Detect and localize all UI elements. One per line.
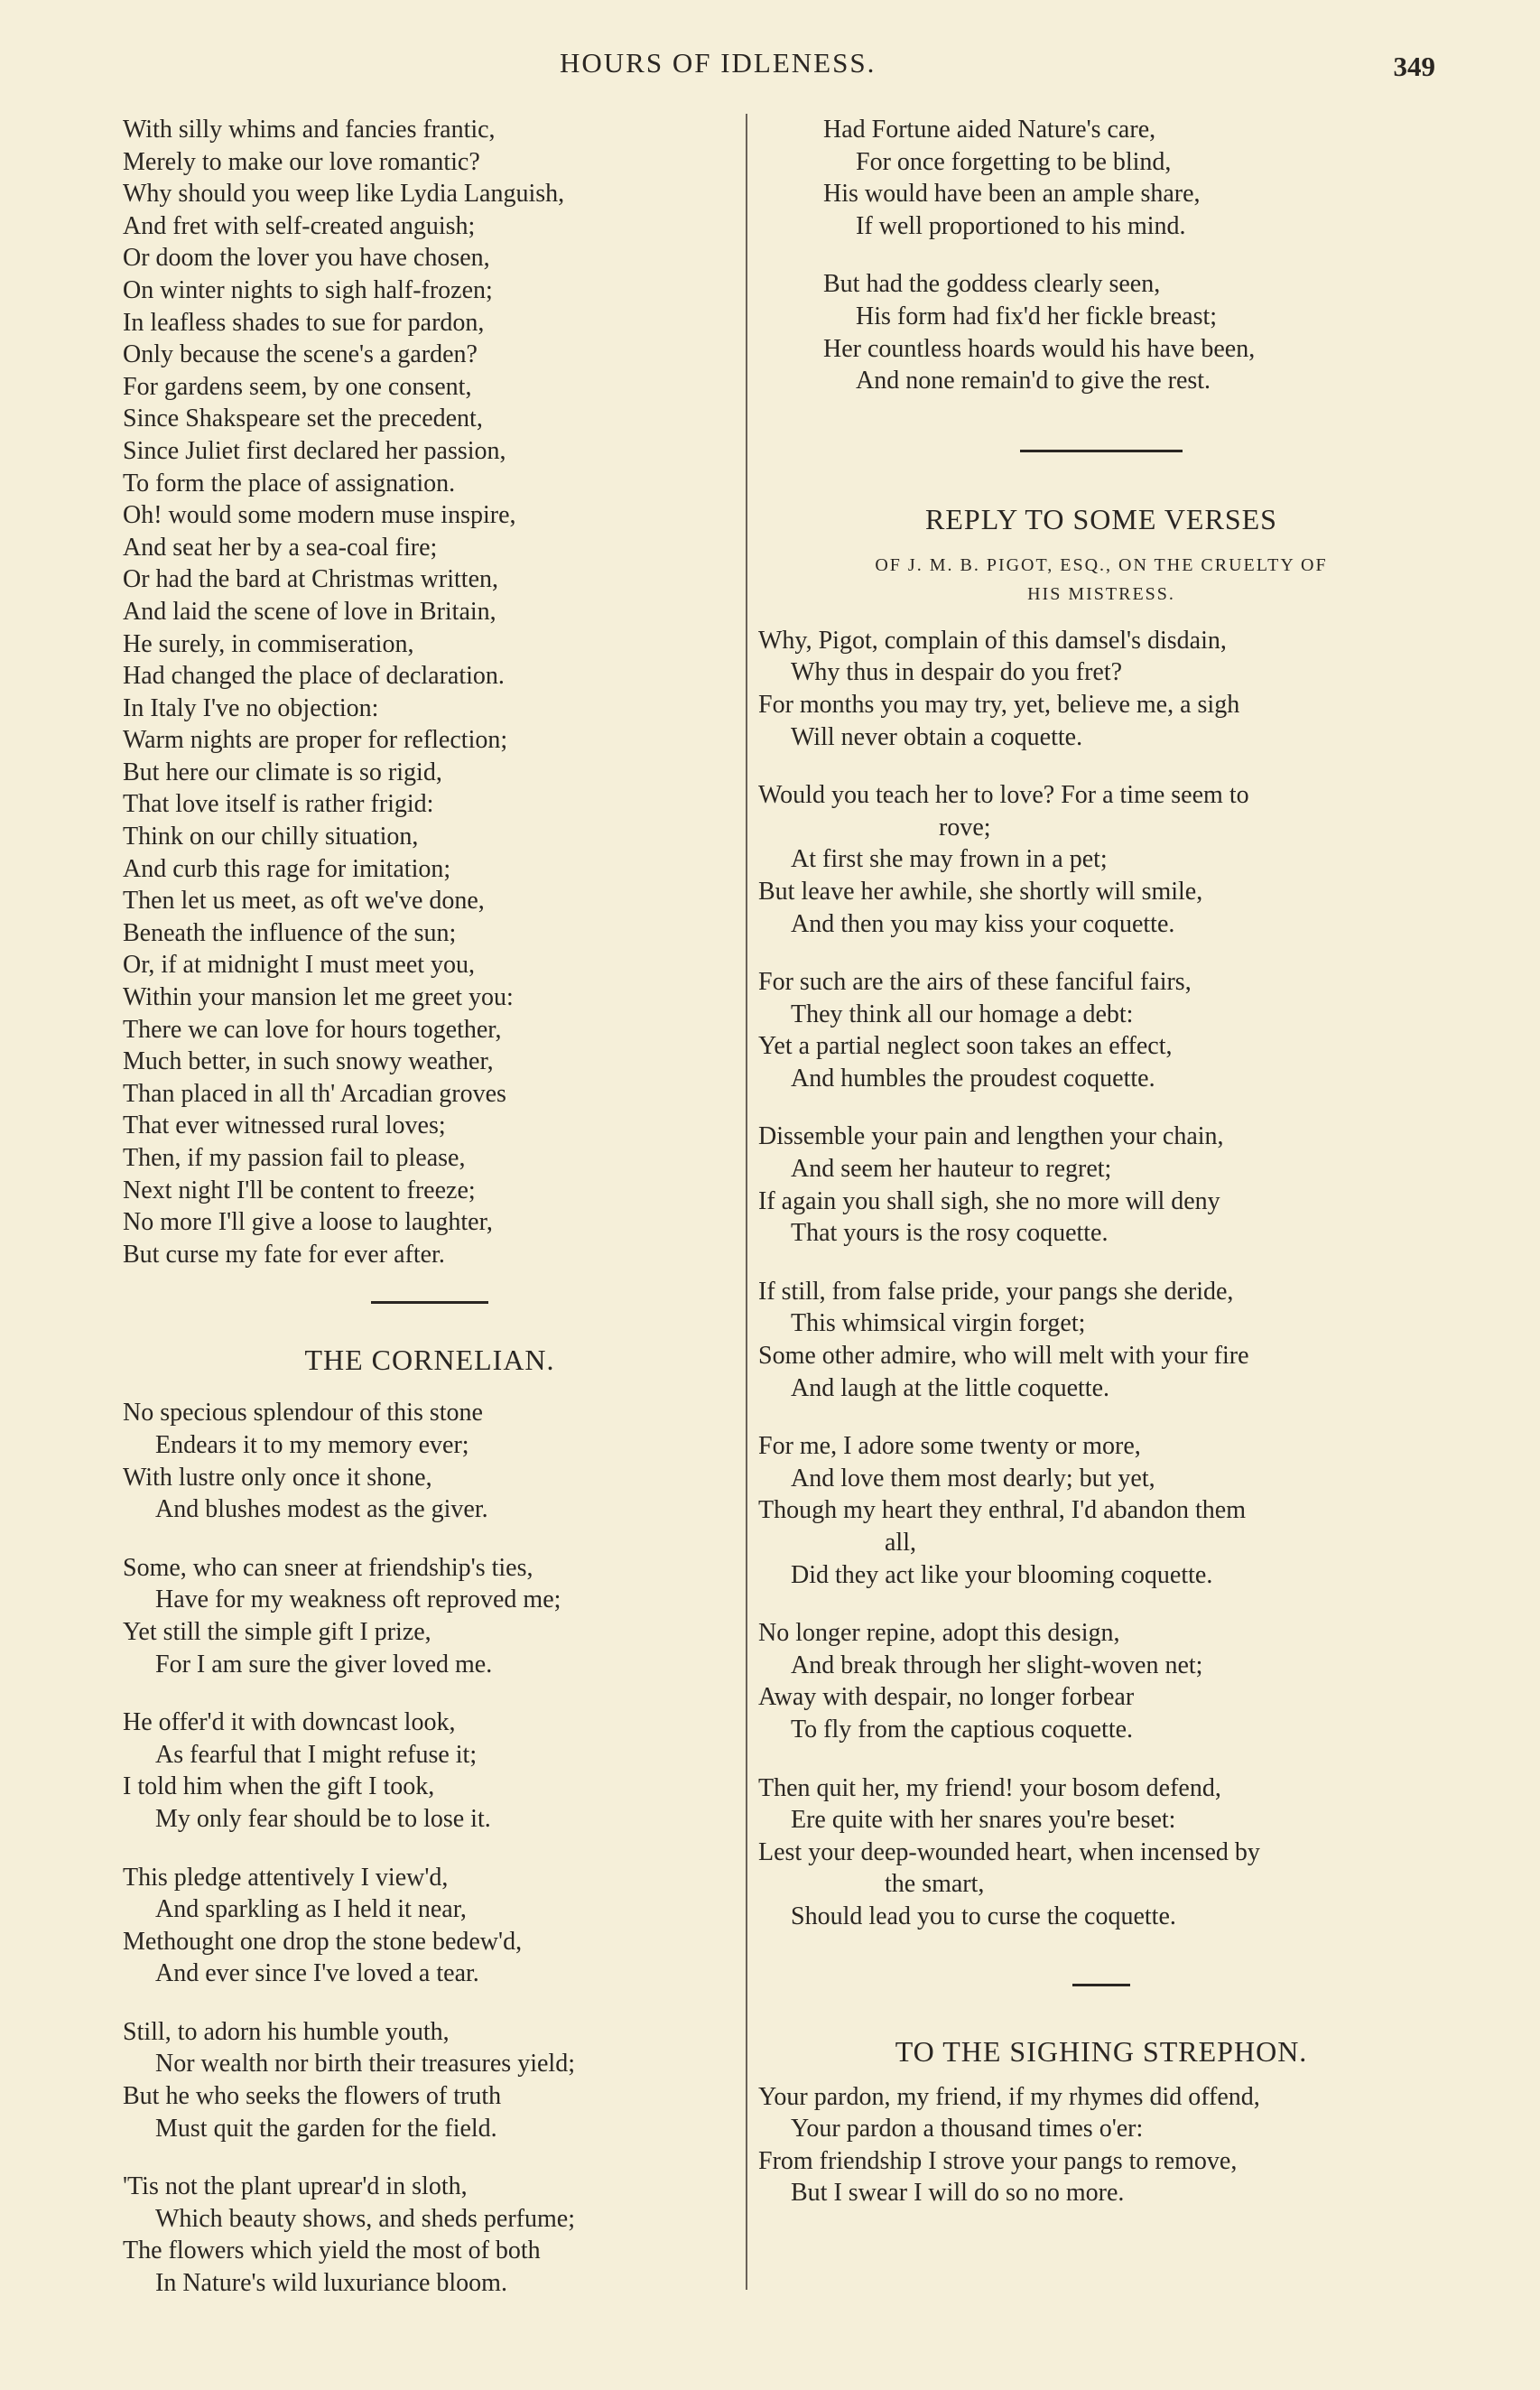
stanza <box>758 1617 1444 1745</box>
poem-line: That yours is the rosy coquette. <box>791 1219 1109 1248</box>
poem-line: He offer'd it with downcast look, <box>123 1708 456 1737</box>
section-rule <box>371 1301 488 1304</box>
poem-line: No specious splendour of this stone <box>123 1399 483 1427</box>
poem-line: And laid the scene of love in Britain, <box>123 597 496 626</box>
stanza <box>758 2081 1444 2209</box>
poem-line: Then let us meet, as oft we've done, <box>123 887 485 916</box>
poem-line-continuation: rove; <box>939 813 991 842</box>
poem-line: From friendship I strove your pangs to remove, <box>758 2146 1238 2175</box>
poem-strephon <box>758 2081 1444 2209</box>
poem-line-continuation: all, <box>885 1529 916 1557</box>
poem-line: Yet a partial neglect soon takes an effect, <box>758 1032 1173 1061</box>
page-number: 349 <box>1393 51 1435 82</box>
poem-line: At first she may frown in a pet; <box>791 845 1108 874</box>
poem-line: If well proportioned to his mind. <box>856 211 1186 240</box>
poem-line: Your pardon a thousand times o'er: <box>791 2115 1144 2144</box>
poem-line: Then, if my passion fail to please, <box>123 1144 466 1172</box>
stanza <box>823 114 1444 242</box>
poem-line: And curb this rage for imitation; <box>123 854 451 883</box>
poem-line: Ere quite with her snares you're beset: <box>791 1806 1176 1835</box>
poem-line: With silly whims and fancies frantic, <box>123 116 496 144</box>
stanza <box>758 1430 1444 1591</box>
poem-line: Since Juliet first declared her passion, <box>123 436 506 465</box>
poem-cornelian <box>123 1397 737 2299</box>
poem-line: In Italy I've no objection: <box>123 693 379 722</box>
continued-stanzas <box>758 114 1444 397</box>
poem-line: And blushes modest as the giver. <box>155 1495 488 1524</box>
poem-line: In leafless shades to sue for pardon, <box>123 308 485 337</box>
stanza <box>123 1552 737 1680</box>
left-column <box>123 114 737 2326</box>
poem-subtitle: HIS MISTRESS. <box>1027 583 1175 604</box>
stanza <box>123 1706 737 1835</box>
poem-line: Should lead you to curse the coquette. <box>791 1902 1176 1930</box>
poem-line: For months you may try, yet, believe me, a sigh <box>758 690 1240 719</box>
poem-line: Nor wealth nor birth their treasures yield; <box>155 2050 575 2078</box>
poem-line: Why should you weep like Lydia Languish, <box>123 180 565 209</box>
poem-line: Though my heart they enthral, I'd abandon them <box>758 1496 1246 1525</box>
stanza <box>123 1397 737 1525</box>
poem-line: To form the place of assignation. <box>123 469 456 498</box>
poem-line: No longer repine, adopt this design, <box>758 1619 1120 1648</box>
poem-title: TO THE SIGHING STREPHON. <box>895 2034 1308 2068</box>
page-header <box>0 47 1540 92</box>
poem-line: There we can love for hours together, <box>123 1015 502 1044</box>
poem-line: But leave her awhile, she shortly will smile, <box>758 877 1203 906</box>
poem-line: Your pardon, my friend, if my rhymes did offend, <box>758 2082 1260 2111</box>
poem-line: This pledge attentively I view'd, <box>123 1863 449 1892</box>
stanza <box>758 966 1444 1094</box>
poem-line: My only fear should be to lose it. <box>155 1804 491 1833</box>
stanza <box>758 779 1444 940</box>
poem-line: But I swear I will do so no more. <box>791 2179 1125 2208</box>
poem-line: Then quit her, my friend! your bosom defend, <box>758 1773 1221 1802</box>
poem-line: But curse my fate for ever after. <box>123 1240 445 1269</box>
stanza <box>823 268 1444 396</box>
continued-poem <box>123 114 737 1270</box>
poem-line: And humbles the proudest coquette. <box>791 1064 1155 1093</box>
poem-line: The flowers which yield the most of both <box>123 2237 541 2265</box>
poem-line: Next night I'll be content to freeze; <box>123 1176 476 1204</box>
poem-line: They think all our homage a debt: <box>791 1000 1134 1028</box>
poem-line: That love itself is rather frigid: <box>123 790 434 819</box>
running-title: HOURS OF IDLENESS. <box>560 47 877 79</box>
poem-line: Much better, in such snowy weather, <box>123 1047 494 1076</box>
poem-line: Or had the bard at Christmas written, <box>123 565 499 594</box>
stanza <box>123 1862 737 1990</box>
poem-line: Since Shakspeare set the precedent, <box>123 405 483 433</box>
stanza <box>758 1772 1444 1933</box>
poem-subtitle: OF J. M. B. PIGOT, ESQ., ON THE CRUELTY OF <box>875 554 1328 575</box>
poem-line: Must quit the garden for the field. <box>155 2114 497 2143</box>
poem-line: And sparkling as I held it near, <box>155 1895 467 1924</box>
poem-line: Why, Pigot, complain of this damsel's disdain, <box>758 626 1227 655</box>
stanza <box>758 625 1444 753</box>
poem-line: Had changed the place of declaration. <box>123 662 505 691</box>
poem-line: Or, if at midnight I must meet you, <box>123 951 476 980</box>
poem-line: Oh! would some modern muse inspire, <box>123 501 516 530</box>
poem-line: His form had fix'd her fickle breast; <box>856 302 1218 330</box>
poem-line: Lest your deep-wounded heart, when incensed by <box>758 1837 1260 1866</box>
poem-line: And laugh at the little coquette. <box>791 1373 1110 1402</box>
poem-line: I told him when the gift I took, <box>123 1772 435 1801</box>
poem-line: Have for my weakness oft reproved me; <box>155 1586 561 1614</box>
poem-line: Would you teach her to love? For a time seem to <box>758 781 1249 810</box>
poem-line: And fret with self-created anguish; <box>123 211 476 240</box>
poem-line: Yet still the simple gift I prize, <box>123 1617 431 1646</box>
poem-line: And love them most dearly; but yet, <box>791 1464 1155 1493</box>
poem-line: Beneath the influence of the sun; <box>123 918 457 947</box>
poem-line: In Nature's wild luxuriance bloom. <box>155 2269 507 2298</box>
poem-line: Only because the scene's a garden? <box>123 340 478 369</box>
poem-title: THE CORNELIAN. <box>304 1344 555 1377</box>
poem-line: Had Fortune aided Nature's care, <box>823 116 1156 144</box>
poem-line: Or doom the lover you have chosen, <box>123 244 490 273</box>
poem-line: 'Tis not the plant uprear'd in sloth, <box>123 2172 468 2201</box>
poem-line: Still, to adorn his humble youth, <box>123 2017 450 2046</box>
right-column <box>758 114 1444 2236</box>
poem-line: Within your mansion let me greet you: <box>123 983 514 1012</box>
poem-line: For gardens seem, by one consent, <box>123 372 472 401</box>
poem-line: And none remain'd to give the rest. <box>856 367 1211 395</box>
poem-line: Which beauty shows, and sheds perfume; <box>155 2204 575 2233</box>
stanza <box>123 2171 737 2299</box>
poem-line: If again you shall sigh, she no more will deny <box>758 1186 1220 1215</box>
poem-line: And break through her slight-woven net; <box>791 1651 1203 1679</box>
column-divider <box>746 114 747 2290</box>
poem-line: For I am sure the giver loved me. <box>155 1650 493 1679</box>
poem-line: That ever witnessed rural loves; <box>123 1111 446 1140</box>
poem-line: As fearful that I might refuse it; <box>155 1740 478 1769</box>
poem-line: And ever since I've loved a tear. <box>155 1959 479 1988</box>
poem-line: Than placed in all th' Arcadian groves <box>123 1079 506 1108</box>
poem-line: Her countless hoards would his have been, <box>823 334 1256 363</box>
poem-line: Endears it to my memory ever; <box>155 1430 469 1459</box>
poem-line: He surely, in commiseration, <box>123 629 414 658</box>
stanza <box>758 1276 1444 1404</box>
poem-line: For once forgetting to be blind, <box>856 147 1172 176</box>
stanza <box>123 2016 737 2144</box>
poem-line: And seem her hauteur to regret; <box>791 1155 1112 1184</box>
poem-line: And seat her by a sea-coal fire; <box>123 533 438 562</box>
poem-line: This whimsical virgin forget; <box>791 1309 1086 1338</box>
poem-line: And then you may kiss your coquette. <box>791 909 1175 938</box>
poem-line: Away with despair, no longer forbear <box>758 1683 1135 1712</box>
poem-line: Some, who can sneer at friendship's ties, <box>123 1553 533 1582</box>
poem-line-continuation: the smart, <box>885 1870 985 1899</box>
poem-line: For me, I adore some twenty or more, <box>758 1432 1141 1461</box>
poem-line: On winter nights to sigh half-frozen; <box>123 275 493 304</box>
poem-line: Will never obtain a coquette. <box>791 722 1083 751</box>
poem-line: If still, from false pride, your pangs she deride, <box>758 1277 1234 1306</box>
poem-line: His would have been an ample share, <box>823 180 1201 209</box>
poem-line: But he who seeks the flowers of truth <box>123 2082 502 2111</box>
poem-reply <box>758 625 1444 1933</box>
poem-line: Why thus in despair do you fret? <box>791 658 1123 687</box>
poem-line: No more I'll give a loose to laughter, <box>123 1208 493 1237</box>
poem-line: Think on our chilly situation, <box>123 823 419 851</box>
poem-line: Methought one drop the stone bedew'd, <box>123 1927 523 1956</box>
poem-line: Some other admire, who will melt with your fire <box>758 1342 1249 1371</box>
poem-line: Warm nights are proper for reflection; <box>123 726 508 755</box>
poem-title: REPLY TO SOME VERSES <box>925 502 1277 535</box>
poem-line: Merely to make our love romantic? <box>123 147 480 176</box>
poem-line: Did they act like your blooming coquette. <box>791 1560 1213 1589</box>
section-rule <box>1072 1984 1130 1986</box>
stanza <box>758 1121 1444 1249</box>
poem-line: For such are the airs of these fanciful fairs, <box>758 968 1192 997</box>
poem-line: With lustre only once it shone, <box>123 1463 432 1492</box>
section-rule <box>1020 450 1183 452</box>
poem-line: But had the goddess clearly seen, <box>823 270 1161 299</box>
poem-line: But here our climate is so rigid, <box>123 758 442 786</box>
poem-line: To fly from the captious coquette. <box>791 1715 1134 1744</box>
poem-line: Dissemble your pain and lengthen your chain, <box>758 1122 1224 1151</box>
